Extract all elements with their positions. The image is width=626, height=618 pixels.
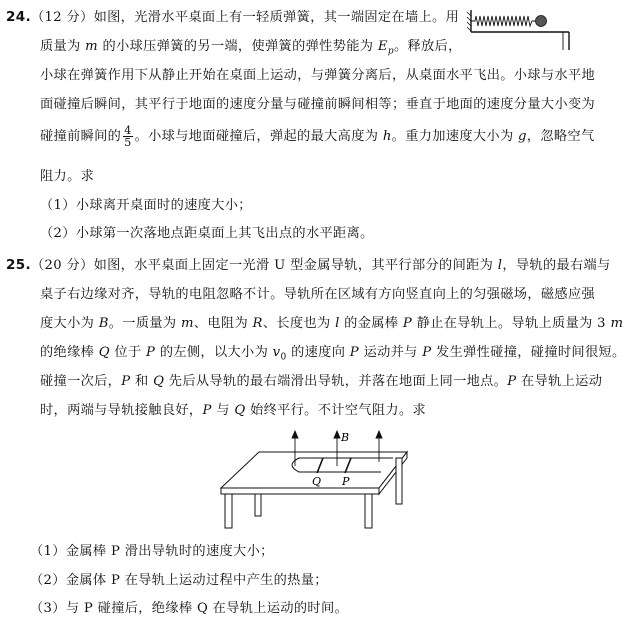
q25-text-5d: 在导轨上运动 (516, 374, 603, 389)
ball (536, 16, 547, 27)
q25-text-3b: 。一质量为 (108, 316, 181, 331)
q24-text-2b: 的小球压弹簧的另一端，使弹簧的弹性势能为 (98, 39, 378, 54)
var-g: g (518, 129, 527, 144)
q25-text-3e: 的金属棒 (339, 316, 403, 331)
var-P: P (402, 316, 413, 331)
q25-text-4e: 运动并与 (359, 345, 423, 360)
q25-line-3 (40, 312, 623, 331)
q25-line-5 (40, 370, 602, 389)
q24-text-5a: 碰撞前瞬间的 (40, 129, 122, 144)
q25-text-5a: 碰撞一次后， (40, 374, 122, 389)
var-E: E (377, 39, 388, 54)
q25-sub-2: （2）金属体 P 在导轨上运动过程中产生的热量； (30, 573, 328, 588)
var-m: m (180, 316, 194, 331)
q25-line-4 (40, 341, 626, 363)
var-P: P (121, 374, 131, 389)
q24-text-5c: 。重力加速度大小为 (391, 129, 519, 144)
q24-line-6: 阻力。求 (40, 169, 95, 184)
label-P: P (342, 475, 350, 488)
q24-sub-1: （1）小球离开桌面时的速度大小； (40, 198, 252, 213)
q25-text-5b: 和 (130, 374, 154, 389)
table-front-edge (221, 488, 379, 494)
fraction-four-fifths (123, 125, 132, 148)
q25-text-4c: 的左侧，以大小为 (155, 345, 273, 360)
q25-text-6b: 与 (211, 403, 235, 418)
q24-line-1 (6, 6, 459, 25)
table-leg-front-left (225, 494, 232, 528)
q25-text-4d: 的速度向 (286, 345, 350, 360)
label-Q: Q (312, 475, 322, 488)
q24-text-5d: ，忽略空气 (526, 129, 595, 144)
q25-text-5c: 先后从导轨的最右端滑出导轨，并落在地面上同一地点。 (164, 374, 508, 389)
q25-sub-1: （1）金属棒 P 滑出导轨时的速度大小； (30, 544, 274, 559)
table-leg-back-right (396, 458, 402, 504)
var-Q: Q (234, 403, 246, 418)
var-P: P (349, 345, 360, 360)
q24-line-5 (40, 125, 595, 148)
q25-text-6a: 时，两端与导轨接触良好， (40, 403, 203, 418)
q25-text-6c: 始终平行。不计空气阻力。求 (245, 403, 427, 418)
label-B: B (341, 431, 350, 444)
fraction-numerator: 4 (124, 124, 132, 137)
table-leg-back-left (255, 494, 261, 516)
q25-text-4f: 发生弹性碰撞，碰撞时间很短。 (431, 345, 626, 360)
var-P: P (146, 345, 156, 360)
var-P: P (202, 403, 212, 418)
q25-text-3d: 、长度也为 (262, 316, 336, 331)
q24-line-4: 面碰撞后瞬间，其平行于地面的速度分量与碰撞前瞬间相等；垂直于地面的速度分量大小变为 (40, 97, 596, 112)
q25-text-4a: 的绝缘棒 (40, 345, 99, 360)
q25-text-3c: 、电阻为 (193, 316, 253, 331)
q24-text-5b: 。小球与地面碰撞后，弹起的最大高度为 (134, 129, 383, 144)
var-l: l (497, 258, 503, 273)
q24-text-2c: 。释放后， (393, 39, 462, 54)
var-P: P (507, 374, 517, 389)
spring-table-figure (467, 8, 599, 52)
var-m: m (85, 39, 99, 54)
var-Q: Q (98, 345, 110, 360)
var-p-subscript: p (387, 46, 394, 57)
var-B: B (98, 316, 109, 331)
var-h: h (382, 129, 392, 144)
q25-number: 25. (6, 257, 31, 273)
q24-number: 24. (6, 9, 31, 25)
q25-sub-3: （3）与 P 碰撞后，绝缘棒 Q 在导轨上运动的时间。 (30, 601, 349, 616)
q25-text-4b: 位于 (109, 345, 147, 360)
var-P: P (422, 345, 432, 360)
q25-text-1a: （20 分）如图，水平桌面上固定一光滑 U 型金属导轨，其平行部分的间距为 (30, 258, 498, 273)
q25-text-1b: ，导轨的最右端与 (502, 258, 611, 273)
q25-line-1 (6, 254, 611, 273)
var-Q: Q (153, 374, 165, 389)
q25-text-3f: 静止在导轨上。导轨上质量为 3 (412, 316, 611, 331)
var-R: R (252, 316, 263, 331)
q24-sub-2: （2）小球第一次落地点距桌面上其飞出点的水平距离。 (40, 226, 374, 241)
var-m: m (610, 316, 624, 331)
var-v-subscript: 0 (280, 352, 287, 363)
var-l: l (335, 316, 340, 331)
q24-line-3: 小球在弹簧作用下从静止开始在桌面上运动，与弹簧分离后，从桌面水平飞出。小球与水平地 (40, 68, 596, 83)
q24-line-2 (40, 35, 462, 57)
fraction-denominator: 5 (124, 136, 132, 149)
table-rail-figure (215, 428, 415, 532)
q25-line-2: 桌子右边缘对齐，导轨的电阻忽略不计。导轨所在区域有方向竖直向上的匀强磁场，磁感应强 (40, 287, 596, 302)
q25-line-6 (40, 399, 426, 418)
q24-text-1: （12 分）如图，光滑水平桌面上有一轻质弹簧，其一端固定在墙上。用 (30, 10, 460, 25)
table-leg-front-right (365, 494, 372, 528)
var-v: v (272, 345, 281, 360)
q25-text-3a: 度大小为 (40, 316, 99, 331)
q24-text-2a: 质量为 (40, 39, 86, 54)
spring-coil (471, 16, 535, 26)
